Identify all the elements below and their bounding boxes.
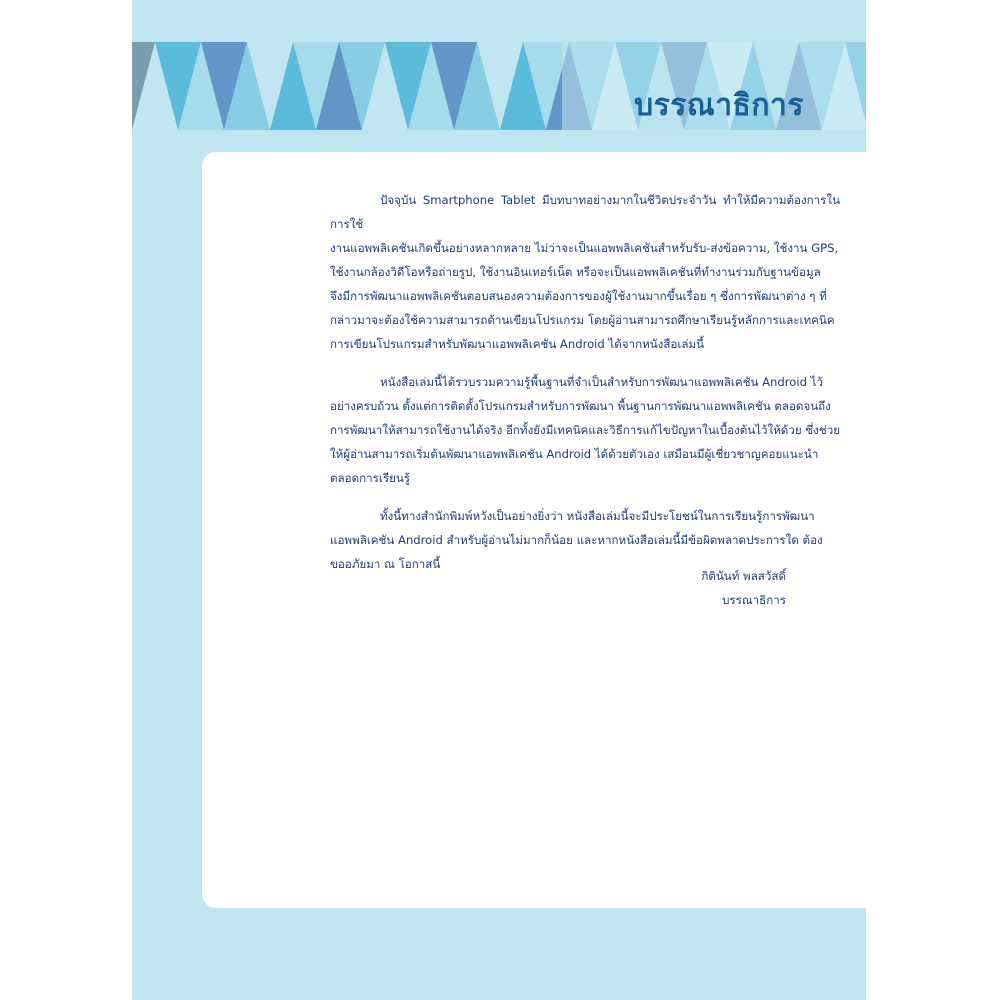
book-page	[132, 0, 866, 1000]
paragraph-line: ให้ผู้อ่านสามารถเริ่มต้นพัฒนาแอพพลิเคชัน Android ได้ด้วยตัวเอง เสมือนมีผู้เชี่ยวชาญคอยแนะนำ	[330, 447, 819, 461]
paragraph-line: ใช้งานกล้องวิดีโอหรือถ่ายรูป, ใช้งานอินเทอร์เน็ต หรือจะเป็นแอพพลิเคชันที่ทำงานร่วมกับฐานข้อมูล	[330, 265, 821, 279]
page-title: บรรณาธิการ	[634, 88, 804, 123]
paragraph-line: ทั้งนี้ทางสำนักพิมพ์หวังเป็นอย่างยิ่งว่า หนังสือเล่มนี้จะมีประโยชน์ในการเรียนรู้การพัฒนา	[380, 509, 815, 523]
body-text	[330, 162, 840, 590]
paragraph-line: ปัจจุบัน Smartphone Tablet มีบทบาทอย่างมากในชีวิตประจำวัน ทำให้มีความต้องการในการใช้	[330, 193, 840, 231]
paragraph-line: แอพพลิเคชัน Android สำหรับผู้อ่านไม่มากก็น้อย และหากหนังสือเล่มนี้มีข้อผิดพลาดประการใด ต้อง	[330, 533, 823, 547]
content-card	[202, 152, 866, 908]
paragraph-line: กล่าวมาจะต้องใช้ความสามารถด้านเขียนโปรแกรม โดยผู้อ่านสามารถศึกษาเรียนรู้หลักการและเทคนิค	[330, 313, 835, 327]
paragraph-line: งานแอพพลิเคชันเกิดขึ้นอย่างหลากหลาย ไม่ว่าจะเป็นแอพพลิเคชันสำหรับรับ-ส่งข้อความ, ใช้งาน GPS,	[330, 241, 839, 255]
paragraph-list	[330, 162, 840, 576]
paragraph	[330, 370, 840, 490]
paragraph-line: จึงมีการพัฒนาแอพพลิเคชันตอบสนองความต้องการของผู้ใช้งานมากขึ้นเรื่อย ๆ ซึ่งการพัฒนาต่าง ๆ ที่	[330, 289, 827, 303]
paragraph-line: ตลอดการเรียนรู้	[330, 471, 411, 485]
signature-name: กิตินันท์ พลสวัสดิ์	[701, 569, 786, 583]
paragraph-line: การเขียนโปรแกรมสำหรับพัฒนาแอพพลิเคชัน Android ได้จากหนังสือเล่มนี้	[330, 337, 705, 351]
paragraph-line: หนังสือเล่มนี้ได้รวบรวมความรู้พื้นฐานที่จำเป็นสำหรับการพัฒนาแอพพลิเคชัน Android ไว้	[380, 375, 823, 389]
paragraph-line: อย่างครบถ้วน ตั้งแต่การติดตั้งโปรแกรมสำหรับการพัฒนา พื้นฐานการพัฒนาแอพพลิเคชัน ตลอดจนถึง	[330, 399, 831, 413]
paragraph	[330, 188, 840, 356]
paragraph-line: ขออภัยมา ณ โอกาสนี้	[330, 557, 441, 571]
paragraph-line: การพัฒนาให้สามารถใช้งานได้จริง อีกทั้งยังมีเทคนิคและวิธีการแก้ไขปัญหาในเบื้องต้นไว้ให้ด้วย ซึ่งช่วย	[330, 423, 841, 437]
signature-block	[701, 564, 786, 612]
signature-role: บรรณาธิการ	[722, 593, 786, 607]
